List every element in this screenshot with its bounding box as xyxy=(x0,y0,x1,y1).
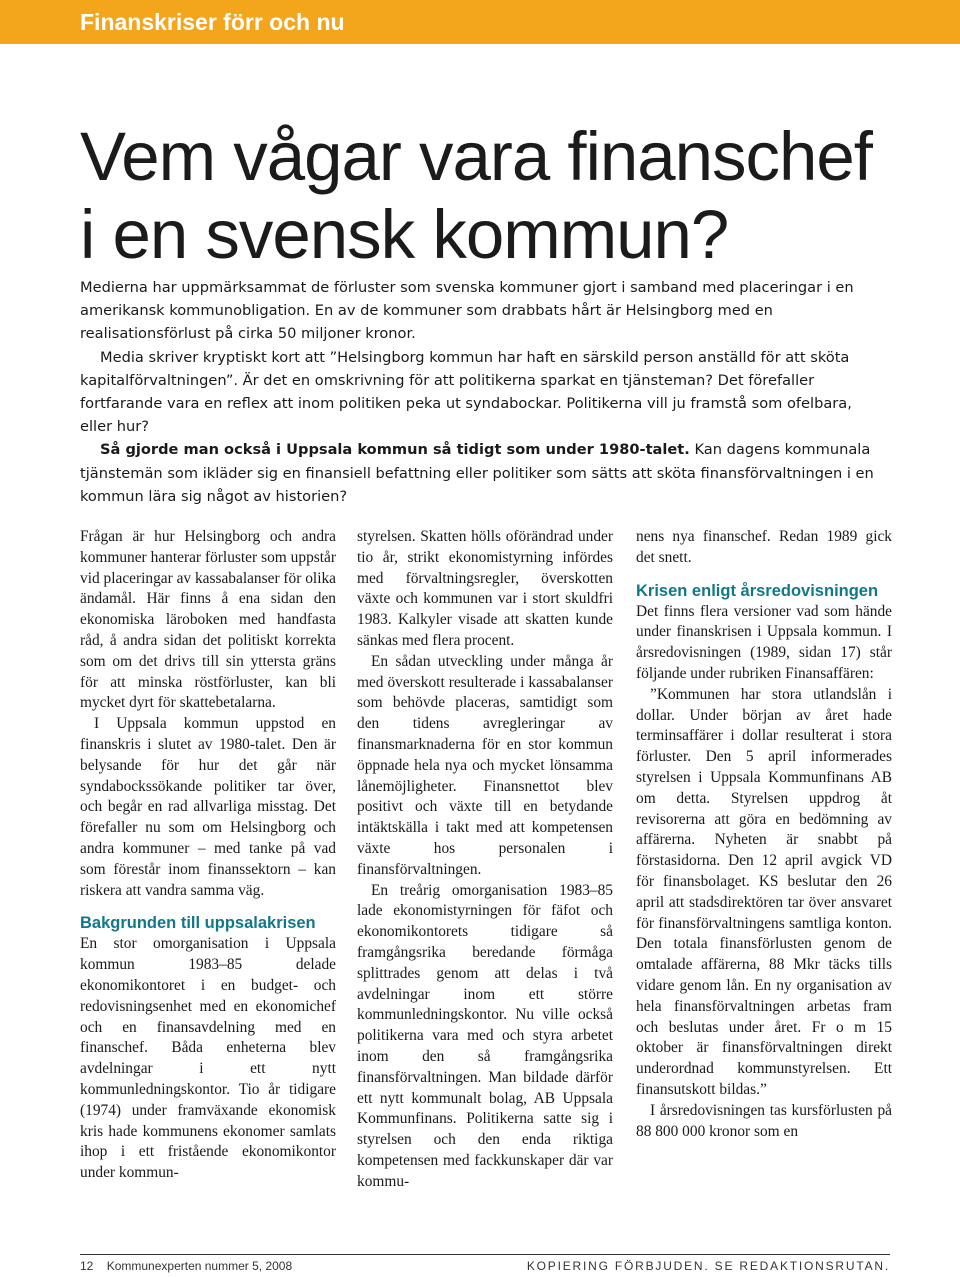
column-1-paragraph-1: Frågan är hur Helsingborg och andra kommuner hanterar förluster som uppstår vid placeringar av kassabalanser för olika ändamål. Här finns å ena sidan den ekonomiska läroboken med handfasta råd, å andra sidan det politiskt korrekta som om det drivs till sin yttersta gräns för att minska röstförluster, kan bli mycket dyrt för skattebetalarna. xyxy=(80,528,336,712)
section-header-bar xyxy=(0,0,960,44)
ingress-bold-sentence: Så gjorde man också i Uppsala kommun så tidigt som under 1980-talet. xyxy=(100,441,690,459)
ingress-paragraph-3-rest: Kan dagens kommunala tjänstemän som ikläder sig en finansiell befattning eller politiker som sätts att sköta finansförvaltningen i en kommun lära sig något av historien? xyxy=(80,441,874,505)
subheading-bakgrunden: Bakgrunden till uppsalakrisen xyxy=(80,914,316,933)
column-3-quote: ”Kommunen har stora utlandslån i dollar. Under början av året hade terminsaffärer i dollar resulterat i stora förluster. Den 5 april informerades styrelsen i Uppsala Kommunfinans AB om detta. Styrelsen uppdrog åt revisorerna att göra en bedömning av affärerna. Nyheten är snabbt på förstasidorna. Den 12 april avgick VD för finansbolaget. KS beslutar den 26 april att stadsdirektören tar över ansvaret för finansförvaltningens samtliga konton. Den totala finansförlusten genom de omtalade affärerna, 88 Mkr täcks tills vidare genom lån. En ny organisation av hela finansförvaltningen arbetas fram och beslutas under året. Fr o m 15 oktober är finansförvaltningen direkt underordnad kommunstyrelsen. Ett finansutskott bildas.” xyxy=(636,685,892,1098)
ingress-paragraph-2: Media skriver kryptiskt kort att ”Helsingborg kommun har haft en särskild person anställd för att sköta kapitalförvaltningen”. Är det en omskrivning för att politikerna sparkat en tjänsteman? Det förefaller fortfarande vara en reflex att inom politiken peka ut syndabockar. Politikerna vill ju framstå som ofelbara, eller hur? xyxy=(80,348,852,436)
section-title: Finanskriser förr och nu xyxy=(80,9,345,35)
headline-line-2: i en svensk kommun? xyxy=(80,196,729,273)
footer-divider xyxy=(80,1254,890,1255)
subheading-krisen: Krisen enligt årsredovisningen xyxy=(636,581,879,600)
ingress-paragraph-3 xyxy=(80,438,880,508)
article-ingress xyxy=(80,276,880,508)
column-2-paragraph-3: En treårig omorganisation 1983–85 lade ekonomistyrningen för fäfot och ekonomikontorets tidigare så framgångsrika beredande förmåga splittrades genom att delas i två avdelningar inom ett större kommunledningskontor. Nu ville också politikerna vara med och styra arbetet inom den så framgångsrika finansförvaltningen. Man bildade därför ett nytt kommunalt bolag, AB Uppsala Kommunfinans. Politikerna satte sig i styrelsen och den enda riktiga kompetensen med fackkunskaper där var kommu- xyxy=(357,881,613,1190)
column-2-paragraph-1: styrelsen. Skatten hölls oförändrad under tio år, strikt ekonomistyrning infördes med förvaltningsregler, överskotten växte och kommunen var i stort skuldfri 1983. Kalkyler visade att skatten kunde sänkas med flera procent. xyxy=(357,528,613,649)
headline-line-1: Vem vågar vara finanschef xyxy=(80,118,872,195)
ingress-paragraph-1: Medierna har uppmärksammat de förluster som svenska kommuner gjort i samband med placeringar i en amerikansk kommunobligation. En av de kommuner som drabbats hårt är Helsingborg med en realisationsförlust på cirka 50 miljoner kronor. xyxy=(80,279,854,343)
column-1-paragraph-3: En stor omorganisation i Uppsala kommun 1983–85 delade ekonomikontoret i en budget- och redovisningsenhet med en ekonomichef och en finansavdelning med en finanschef. Båda enheterna blev avdelningar i ett nytt kommunledningskontor. Tio år tidigare (1974) under framväxande ekonomisk kris hade kommunens ekonomer samlats ihop i ett fristående ekonomikontor under kommun- xyxy=(80,935,336,1182)
page-number: 12 xyxy=(80,1259,94,1273)
column-3-paragraph-2: Det finns flera versioner vad som hände under finanskrisen i Uppsala kommun. I årsredovisningen (1989, sidan 17) står följande under rubriken Finansaffären: xyxy=(636,602,892,682)
copyright-notice: KOPIERING FÖRBJUDEN. SE REDAKTIONSRUTAN. xyxy=(526,1259,890,1273)
column-2-paragraph-2: En sådan utveckling under många år med överskott resulterade i kassabalanser som behövde placeras, samtidigt som den tidens avregleringar av finansmarknaderna för en stor kommun öppnade hela nya och mycket lönsamma lånemöjligheter. Finansnettot blev positivt och växte till en betydande intäktskälla i takt med att kompetensen växte hos personalen i finansförvaltningen. xyxy=(357,652,613,878)
body-column-3 xyxy=(636,527,892,1142)
column-3-paragraph-1: nens nya finanschef. Redan 1989 gick det snett. xyxy=(636,528,892,566)
publication-name: Kommunexperten nummer 5, 2008 xyxy=(106,1259,293,1273)
column-3-paragraph-4: I årsredovisningen tas kursförlusten på 88 800 000 kronor som en xyxy=(636,1101,892,1140)
body-column-1 xyxy=(80,527,336,1184)
footer-left xyxy=(80,1259,292,1273)
article-headline xyxy=(80,118,940,274)
column-1-paragraph-2: I Uppsala kommun uppstod en finanskris i slutet av 1980-talet. Den är belysande för hur det går när syndabockssökande politiker tar över, och begår en rad allvarliga misstag. Det förefaller nu som om Helsingborg och andra kommuner – med tanke på vad som förestår inom finanssektorn – kan riskera att vandra samma väg. xyxy=(80,715,336,899)
body-column-2 xyxy=(357,527,613,1193)
